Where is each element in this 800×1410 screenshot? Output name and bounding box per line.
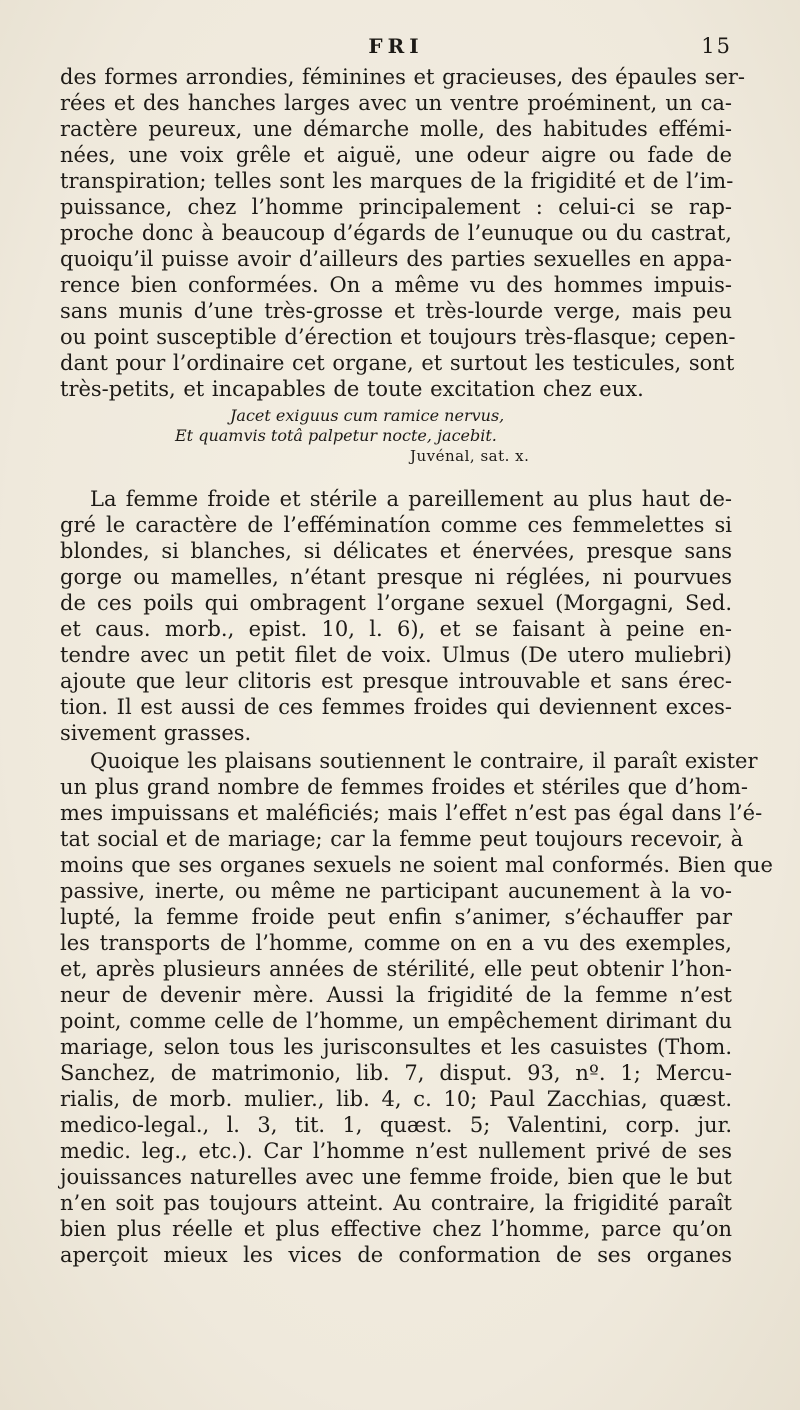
text-line: puissance, chez l’homme principalement : celui-ci se rap- bbox=[60, 195, 732, 219]
text-line: point, comme celle de l’homme, un empêchement dirimant du bbox=[60, 1009, 732, 1033]
text-line: rialis, de morb. mulier., lib. 4, c. 10; Paul Zacchias, quæst. bbox=[60, 1087, 732, 1111]
text-line: quoiqu’il puisse avoir d’ailleurs des parties sexuelles en appa- bbox=[60, 247, 732, 271]
text-line: Sanchez, de matrimonio, lib. 7, disput. 93, nº. 1; Mercu- bbox=[60, 1061, 732, 1085]
text-line: medico-legal., l. 3, tit. 1, quæst. 5; Valentini, corp. jur. bbox=[60, 1113, 732, 1137]
text-line: tion. Il est aussi de ces femmes froides qui deviennent exces- bbox=[60, 695, 732, 719]
text-line: medic. leg., etc.). Car l’homme n’est nullement privé de ses bbox=[60, 1139, 732, 1163]
text-line: aperçoit mieux les vices de conformation de ses organes bbox=[60, 1243, 732, 1267]
text-line: moins que ses organes sexuels ne soient mal conformés. Bien que bbox=[60, 853, 773, 877]
text-line: neur de devenir mère. Aussi la frigidité de la femme n’est bbox=[60, 983, 732, 1007]
page-number: 15 bbox=[701, 34, 732, 58]
text-line: passive, inerte, ou même ne participant aucunement à la vo- bbox=[60, 879, 732, 903]
text-line: ractère peureux, une démarche molle, des habitudes effémi- bbox=[60, 117, 732, 141]
paragraph-2 bbox=[60, 486, 732, 746]
verse-line: Jacet exiguus cum ramice nervus, bbox=[230, 406, 505, 425]
text-line: un plus grand nombre de femmes froides et stériles que d’hom- bbox=[60, 775, 749, 799]
text-line: transpiration; telles sont les marques de la frigidité et de l’im- bbox=[60, 169, 734, 193]
text-line: nées, une voix grêle et aiguë, une odeur aigre ou fade de bbox=[60, 143, 732, 167]
verse-attribution: Juvénal, sat. x. bbox=[410, 447, 530, 465]
text-line: des formes arrondies, féminines et gracieuses, des épaules ser- bbox=[60, 65, 746, 89]
text-line: gré le caractère de l’efféminatíon comme ces femmelettes si bbox=[60, 513, 732, 537]
verse-line: Et quamvis totâ palpetur nocte, jacebit. bbox=[175, 426, 497, 445]
text-line: lupté, la femme froide peut enfin s’animer, s’échauffer par bbox=[60, 905, 732, 929]
text-line: et caus. morb., epist. 10, l. 6), et se faisant à peine en- bbox=[60, 617, 732, 641]
text-line: très-petits, et incapables de toute excitation chez eux. bbox=[60, 377, 644, 401]
verse-quotation bbox=[60, 406, 732, 466]
text-line: ajoute que leur clitoris est presque introuvable et sans érec- bbox=[60, 669, 732, 693]
text-line: les transports de l’homme, comme on en a vu des exemples, bbox=[60, 931, 732, 955]
text-line: n’en soit pas toujours atteint. Au contraire, la frigidité paraît bbox=[60, 1191, 732, 1215]
text-line: Quoique les plaisans soutiennent le contraire, il paraît exister bbox=[90, 749, 758, 773]
running-head-title: FRI bbox=[368, 34, 424, 58]
text-line: La femme froide et stérile a pareillement au plus haut de- bbox=[90, 487, 732, 511]
text-line: et, après plusieurs années de stérilité, elle peut obtenir l’hon- bbox=[60, 957, 732, 981]
body-text bbox=[60, 64, 773, 1268]
text-line: gorge ou mamelles, n’étant presque ni réglées, ni pourvues bbox=[60, 565, 732, 589]
paragraph-1 bbox=[60, 64, 746, 402]
text-line: dant pour l’ordinaire cet organe, et surtout les testicules, sont bbox=[60, 351, 735, 375]
text-line: mes impuissans et maléficiés; mais l’effet n’est pas égal dans l’é- bbox=[60, 801, 763, 825]
text-line: bien plus réelle et plus effective chez l’homme, parce qu’on bbox=[60, 1217, 732, 1241]
paragraph-3 bbox=[60, 748, 773, 1268]
running-head bbox=[60, 34, 732, 60]
text-line: tat social et de mariage; car la femme peut toujours recevoir, à bbox=[60, 827, 744, 851]
text-line: proche donc à beaucoup d’égards de l’eunuque ou du castrat, bbox=[60, 221, 732, 245]
text-line: jouissances naturelles avec une femme froide, bien que le but bbox=[60, 1165, 732, 1189]
text-line: rées et des hanches larges avec un ventre proéminent, un ca- bbox=[60, 91, 732, 115]
text-line: blondes, si blanches, si délicates et énervées, presque sans bbox=[60, 539, 732, 563]
text-line: sans munis d’une très-grosse et très-lourde verge, mais peu bbox=[60, 299, 732, 323]
text-line: mariage, selon tous les jurisconsultes et les casuistes (Thom. bbox=[60, 1035, 732, 1059]
text-line: rence bien conformées. On a même vu des hommes impuis- bbox=[60, 273, 732, 297]
text-line: sivement grasses. bbox=[60, 721, 252, 745]
text-line: tendre avec un petit filet de voix. Ulmus (De utero muliebri) bbox=[60, 643, 732, 667]
text-line: ou point susceptible d’érection et toujours très-flasque; cepen- bbox=[60, 325, 736, 349]
text-line: de ces poils qui ombragent l’organe sexuel (Morgagni, Sed. bbox=[60, 591, 732, 615]
